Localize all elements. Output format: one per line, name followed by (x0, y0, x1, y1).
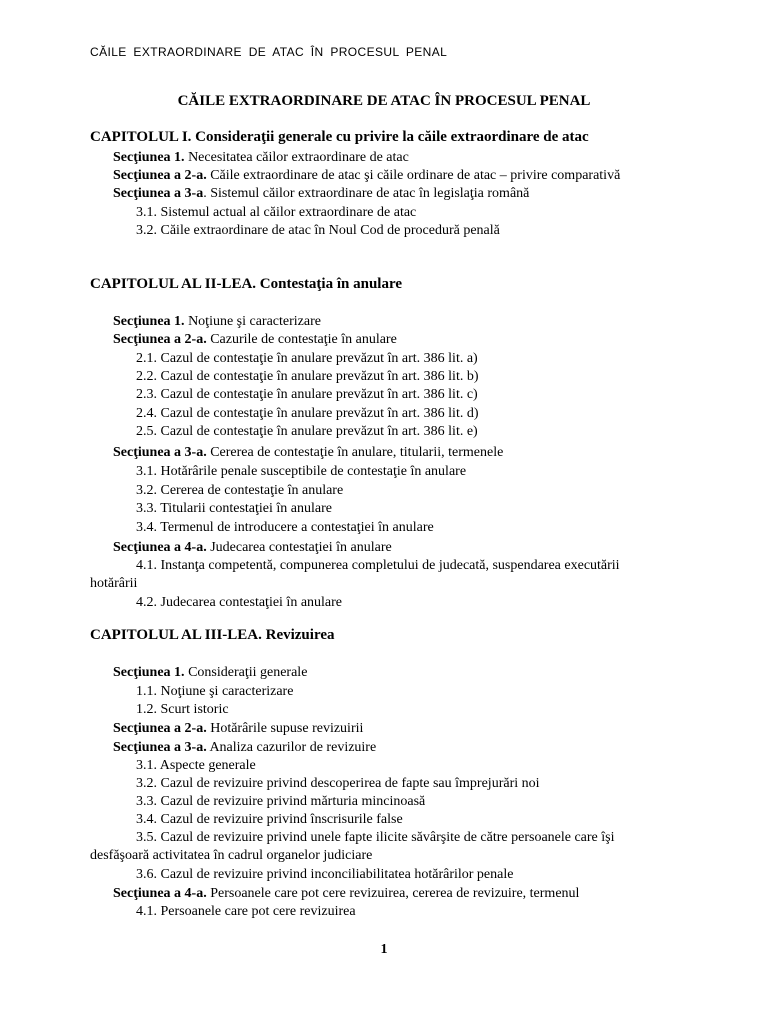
toc-subsection: 3.4. Cazul de revizuire privind înscrisurile false (136, 812, 403, 827)
toc-section: Secţiunea 1. Necesitatea căilor extraordinare de atac (113, 150, 409, 165)
chapter-3-heading: CAPITOLUL AL III-LEA. Revizuirea (90, 627, 335, 643)
toc-section: Secţiunea 1. Noţiune şi caracterizare (113, 314, 321, 329)
toc-subsection: 3.1. Hotărârile penale susceptibile de contestaţie în anulare (136, 464, 467, 479)
toc-section: Secţiunea a 2-a. Cazurile de contestaţie în anulare (113, 332, 397, 347)
toc-subsection: 3.2. Cazul de revizuire privind descoperirea de fapte sau împrejurări noi (136, 776, 540, 791)
toc-subsection: 3.4. Termenul de introducere a contestaţiei în anulare (136, 520, 434, 535)
toc-subsection: 1.1. Noţiune şi caracterizare (136, 684, 294, 699)
toc-subsection: 2.1. Cazul de contestaţie în anulare prevăzut în art. 386 lit. a) (136, 351, 478, 366)
toc-section: Secţiunea a 3-a. Analiza cazurilor de revizuire (113, 740, 377, 755)
toc-section: Secţiunea a 3-a. Sistemul căilor extraordinare de atac în legislaţia română (113, 186, 530, 201)
toc-subsection: 3.1. Aspecte generale (136, 758, 256, 773)
toc-subsection: 3.5. Cazul de revizuire privind unele fapte ilicite săvârşite de către persoanele care îşi desfăşoară activitatea în cadrul organelor judiciare (90, 830, 615, 863)
toc-section: Secţiunea 1. Consideraţii generale (113, 665, 308, 680)
toc-section: Secţiunea a 4-a. Judecarea contestaţiei în anulare (113, 540, 392, 555)
toc-section: Secţiunea a 2-a. Hotărârile supuse revizuirii (113, 721, 364, 736)
toc-subsection: 3.2. Căile extraordinare de atac în Noul Cod de procedură penală (136, 223, 500, 238)
toc-section: Secţiunea a 3-a. Cererea de contestaţie în anulare, titularii, termenele (113, 445, 504, 460)
toc-subsection: 4.2. Judecarea contestaţiei în anulare (136, 595, 343, 610)
toc-subsection: 3.3. Cazul de revizuire privind mărturia mincinoasă (136, 794, 426, 809)
toc-subsection: 2.4. Cazul de contestaţie în anulare prevăzut în art. 386 lit. d) (136, 406, 479, 421)
toc-subsection: 3.6. Cazul de revizuire privind inconciliabilitatea hotărârilor penale (136, 867, 514, 882)
running-header: CĂILE EXTRAORDINARE DE ATAC ÎN PROCESUL PENAL (90, 45, 448, 59)
chapter-2-heading: CAPITOLUL AL II-LEA. Contestaţia în anulare (90, 276, 403, 292)
toc-subsection: 2.3. Cazul de contestaţie în anulare prevăzut în art. 386 lit. c) (136, 387, 478, 402)
toc-section: Secţiunea a 2-a. Căile extraordinare de atac şi căile ordinare de atac – privire comparativă (113, 168, 621, 183)
toc-subsection: 4.1. Persoanele care pot cere revizuirea (136, 904, 356, 919)
document-title: CĂILE EXTRAORDINARE DE ATAC ÎN PROCESUL PENAL (177, 93, 591, 109)
page-number: 1 (380, 942, 388, 957)
toc-subsection: 3.1. Sistemul actual al căilor extraordinare de atac (136, 205, 417, 220)
toc-subsection: 1.2. Scurt istoric (136, 702, 229, 717)
toc-subsection: 3.3. Titularii contestaţiei în anulare (136, 501, 332, 516)
toc-subsection: 3.2. Cererea de contestaţie în anulare (136, 483, 344, 498)
toc-section: Secţiunea a 4-a. Persoanele care pot cere revizuirea, cererea de revizuire, termenul (113, 886, 580, 901)
toc-subsection: 2.2. Cazul de contestaţie în anulare prevăzut în art. 386 lit. b) (136, 369, 479, 384)
toc-subsection: 2.5. Cazul de contestaţie în anulare prevăzut în art. 386 lit. e) (136, 424, 478, 439)
toc-subsection: 4.1. Instanţa competentă, compunerea completului de judecată, suspendarea executării hotărârii (90, 558, 620, 591)
chapter-1-heading: CAPITOLUL I. Consideraţii generale cu privire la căile extraordinare de atac (90, 129, 589, 145)
